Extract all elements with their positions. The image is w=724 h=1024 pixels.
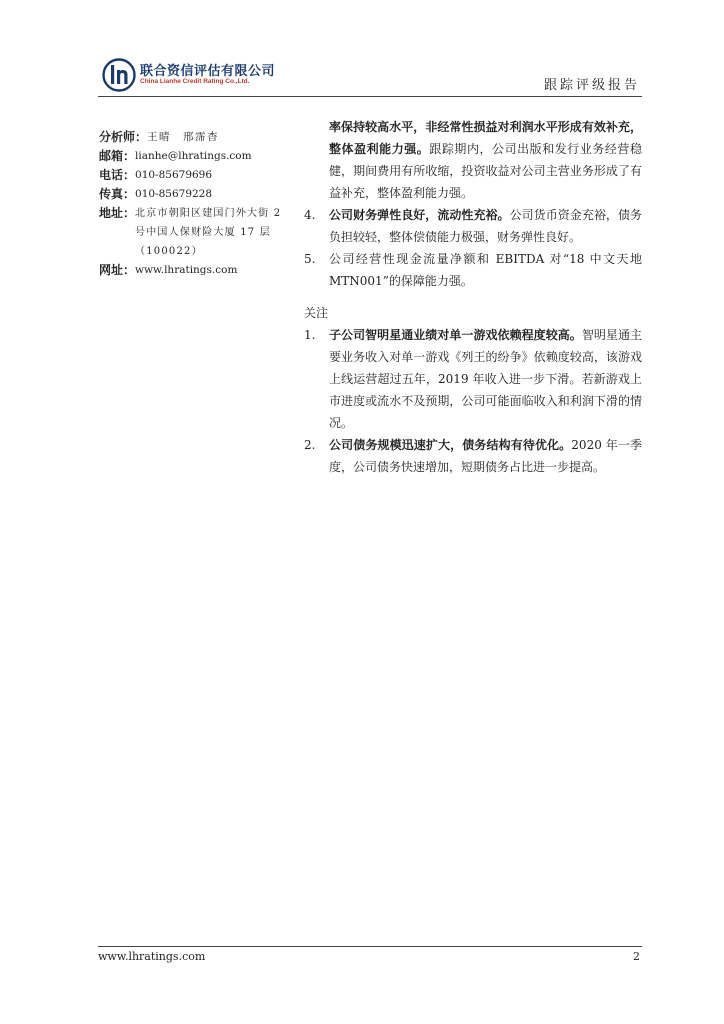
strength-number: 4. — [304, 208, 316, 222]
report-type: 跟踪评级报告 — [543, 78, 640, 93]
contact-sidebar — [99, 128, 299, 280]
phone-row — [99, 166, 299, 185]
concern-number: 1. — [304, 328, 316, 342]
strength-number: 5. — [304, 252, 316, 266]
website-row — [99, 261, 299, 280]
analyst-row — [99, 128, 299, 147]
phone-value: 010-85679696 — [135, 169, 213, 181]
phone-label: 电话： — [99, 168, 136, 182]
fax-label: 传真： — [99, 187, 136, 201]
strength-3-continued — [304, 116, 642, 204]
strength-3-text: 跟踪期内，公司出版和发行业务经营稳健，期间费用有所收缩，投资收益对公司主营业务形成了有益补充，整体盈利能力强。 — [329, 142, 642, 200]
strength-item-4 — [304, 204, 642, 248]
analyst-value: 王晴 邢霈杳 — [147, 131, 220, 143]
lianhe-logo-icon — [102, 58, 136, 92]
concern-bold: 子公司智明星通业绩对单一游戏依赖程度较高。 — [329, 328, 582, 342]
strength-text: 公司经营性现金流量净额和 EBITDA 对“18 中文天地 MTN001”的保障能力强。 — [329, 252, 642, 288]
email-row — [99, 147, 299, 166]
concerns-title: 关注 — [304, 306, 329, 320]
strength-text: 公司货币资金充裕，债务负担较轻，整体偿债能力极强，财务弹性良好。 — [329, 208, 642, 244]
concern-text: 2020 年一季度，公司债务快速增加，短期债务占比进一步提高。 — [329, 438, 642, 474]
main-content — [304, 116, 642, 478]
website-value[interactable]: www.lhratings.com — [135, 264, 238, 276]
concern-bold: 公司债务规模迅速扩大，债务结构有待优化。 — [329, 438, 572, 452]
concern-number: 2. — [304, 438, 316, 452]
company-name-en: China Lianhe Credit Rating Co.,Ltd. — [140, 78, 250, 85]
address-row — [99, 204, 299, 261]
email-label: 邮箱： — [99, 149, 136, 163]
email-value[interactable]: lianhe@lhratings.com — [135, 150, 252, 162]
website-label: 网址： — [99, 263, 136, 277]
company-name-cn: 联合资信评估有限公司 — [140, 64, 276, 79]
footer-url[interactable]: www.lhratings.com — [98, 950, 206, 963]
page-header — [98, 58, 642, 94]
strength-item-5 — [304, 248, 642, 292]
analyst-label: 分析师： — [99, 130, 148, 144]
concern-text: 智明星通主要业务收入对单一游戏《列王的纷争》依赖度较高，该游戏上线运营超过五年，2019 年收入进一步下滑。若新游戏上市进度或流水不及预期，公司可能面临收入和利润下滑的情况。 — [329, 328, 642, 430]
header-divider — [98, 96, 642, 97]
page-number: 2 — [633, 950, 640, 963]
strength-3-bold: 率保持较高水平，非经常性损益对利润水平形成有效补充，整体盈利能力强。 — [329, 120, 642, 156]
concern-item-2 — [304, 434, 642, 478]
address-label: 地址： — [99, 206, 136, 220]
concern-item-1 — [304, 324, 642, 434]
fax-value: 010-85679228 — [135, 188, 213, 200]
strength-bold: 公司财务弹性良好，流动性充裕。 — [329, 208, 510, 222]
footer-divider — [98, 946, 642, 947]
fax-row — [99, 185, 299, 204]
address-value: 北京市朝阳区建国门外大街 2 号中国人保财险大厦 17 层（100022） — [135, 208, 282, 257]
